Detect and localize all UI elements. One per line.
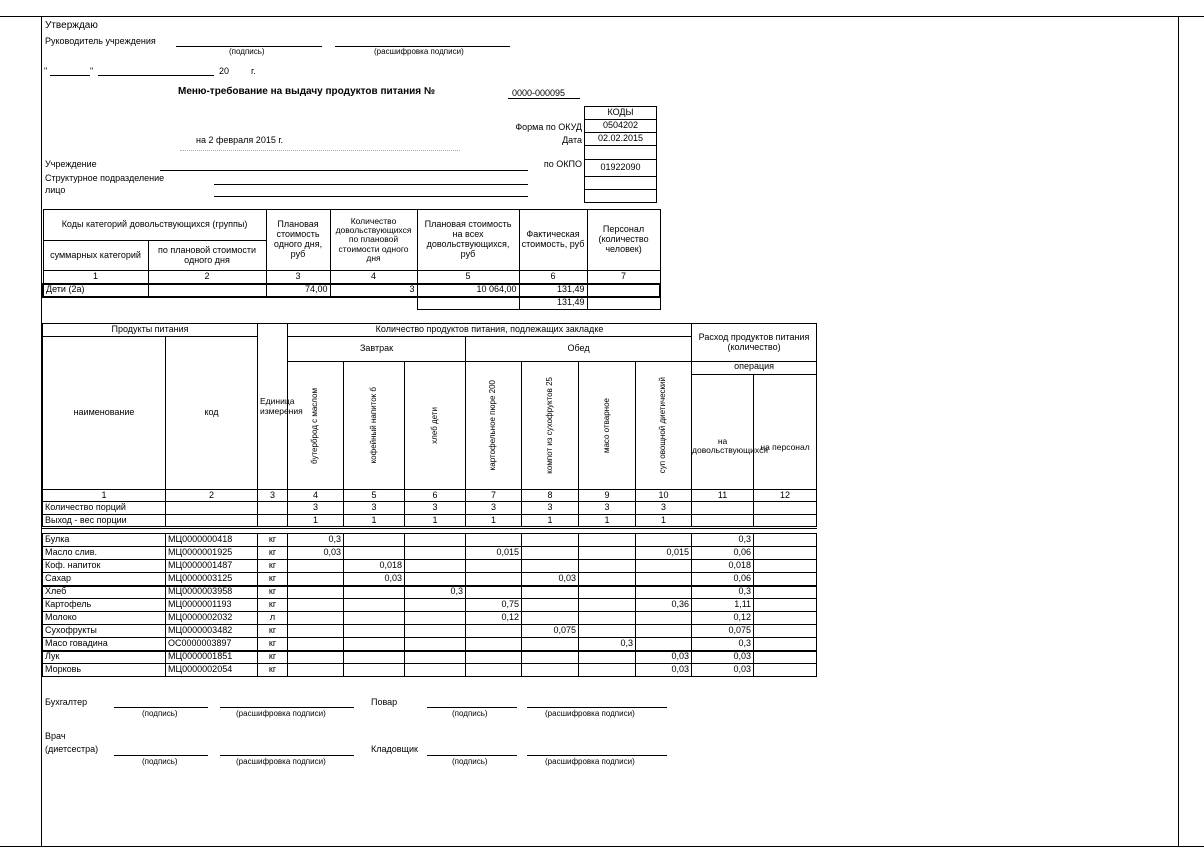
product-name: Хлеб [43,586,166,599]
product-qty: 0,018 [344,560,405,573]
product-row [43,534,817,547]
cook-sign-line[interactable] [427,707,517,708]
portions-value: 3 [288,502,344,515]
dish-label: картофельное пюре 200 [488,380,498,471]
product-qty [288,599,344,612]
h-operation: операция [692,362,816,375]
column-number: 6 [405,490,466,502]
summary-h-sum-cat: суммарных категорий [43,241,148,271]
product-code: МЦ0000002054 [166,664,258,677]
summary-total-blank [417,297,519,310]
column-number: 11 [692,490,754,502]
h-qty: Количество продуктов питания, подлежащих закладке [288,324,692,337]
doc-date-dotted [180,150,460,151]
product-qty [405,534,466,547]
doc-number-line [508,98,580,99]
product-qty [522,664,579,677]
h-lunch: Обед [466,337,692,362]
product-qty [636,612,692,625]
product-total-staff [754,651,817,664]
h-consumption: Расход продуктов питания (количество) [692,324,817,362]
doc-date-line: на 2 февраля 2015 г. [196,135,284,145]
dish-header [636,362,692,490]
product-qty [344,599,405,612]
storekeeper-decode-line[interactable] [527,755,667,756]
column-number: 9 [579,490,636,502]
yield-label: Выход - вес порции [43,515,166,528]
subdivision-label: Структурное подразделение [45,173,165,183]
product-total-members: 0,3 [692,586,754,599]
product-unit: кг [258,599,288,612]
product-total-members: 0,03 [692,651,754,664]
institution-label: Учреждение [45,159,97,169]
product-name: Коф. напиток [43,560,166,573]
product-qty [522,560,579,573]
yield-value: 1 [579,515,636,528]
product-qty [288,664,344,677]
product-total-members: 0,075 [692,625,754,638]
cook-label: Повар [371,697,398,707]
product-qty [288,586,344,599]
product-code: МЦ0000001193 [166,599,258,612]
doctor-decode-caption: (расшифровка подписи) [236,757,326,766]
summary-num: 4 [330,271,417,284]
product-qty: 0,015 [466,547,522,560]
product-qty [579,560,636,573]
summary-num: 7 [587,271,660,284]
product-unit: кг [258,534,288,547]
product-qty [466,573,522,586]
h-name: наименование [43,337,166,490]
okpo-value: 01922090 [585,160,657,177]
product-qty: 0,12 [466,612,522,625]
product-qty [405,560,466,573]
product-code: МЦ0000000418 [166,534,258,547]
product-qty [636,573,692,586]
product-total-members: 0,12 [692,612,754,625]
column-number: 8 [522,490,579,502]
h-for-staff: на персонал [760,442,810,452]
product-qty: 0,3 [579,638,636,651]
person-line[interactable] [214,196,528,197]
product-name: Морковь [43,664,166,677]
product-total-staff [754,638,817,651]
dish-header [579,362,636,490]
product-total-staff [754,625,817,638]
yield-value: 1 [288,515,344,528]
summary-total-staff [587,297,660,310]
product-qty: 0,03 [636,651,692,664]
summary-by-plan-value [148,284,266,297]
summary-cat: Дети (2а) [43,284,148,297]
portions-staff [754,502,817,515]
product-code: МЦ0000001925 [166,547,258,560]
portions-value: 3 [344,502,405,515]
product-qty [579,664,636,677]
person-label: лицо [45,185,66,195]
product-total-members: 0,03 [692,664,754,677]
product-qty [344,625,405,638]
summary-num: 6 [519,271,587,284]
product-total-staff [754,547,817,560]
product-qty [405,664,466,677]
column-number: 7 [466,490,522,502]
page-bottom-border [0,846,1204,847]
product-name: Лук [43,651,166,664]
product-row [43,560,817,573]
summary-table [42,209,661,310]
product-row [43,586,817,599]
product-qty [405,612,466,625]
product-name: Сахар [43,573,166,586]
product-qty [344,638,405,651]
product-qty [522,547,579,560]
yield-members [692,515,754,528]
approve-title: Утверждаю [45,20,98,31]
codes-empty-3 [585,190,657,203]
product-code: МЦ0000001851 [166,651,258,664]
portions-value: 3 [579,502,636,515]
product-qty: 0,03 [636,664,692,677]
product-row [43,599,817,612]
head-sign-caption: (подпись) [229,47,265,56]
dish-label: хлеб дети [429,407,439,444]
product-row [43,573,817,586]
product-unit: кг [258,664,288,677]
product-qty: 0,03 [522,573,579,586]
product-row [43,547,817,560]
accountant-label: Бухгалтер [45,697,88,707]
product-name: Булка [43,534,166,547]
product-total-staff [754,573,817,586]
product-qty [579,612,636,625]
product-qty [636,638,692,651]
institution-line[interactable] [160,170,528,171]
head-label: Руководитель учреждения [45,36,156,46]
product-rows [43,534,817,677]
product-qty [344,534,405,547]
portions-code [166,502,258,515]
column-number: 10 [636,490,692,502]
summary-h-qty: Количество довольствующихся по плановой стоимости одного дня [330,210,417,271]
yield-value: 1 [636,515,692,528]
summary-h-staff: Персонал (количество человек) [587,210,660,271]
product-qty [405,599,466,612]
product-qty [466,651,522,664]
cook-decode-line[interactable] [527,707,667,708]
product-total-staff [754,586,817,599]
portions-row [43,502,817,515]
cook-decode-caption: (расшифровка подписи) [545,709,635,718]
summary-total-row [43,297,660,310]
product-qty [579,573,636,586]
summary-total-fact: 131,49 [519,297,587,310]
summary-fact: 131,49 [519,284,587,297]
h-code: код [166,337,258,490]
summary-h-fact: Фактическая стоимость, руб [519,210,587,271]
product-unit: кг [258,586,288,599]
summary-num: 2 [148,271,266,284]
product-qty [522,586,579,599]
dish-label: масо отварное [601,397,611,454]
product-name: Картофель [43,599,166,612]
head-decode-caption: (расшифровка подписи) [374,47,464,56]
storekeeper-sign-caption: (подпись) [452,757,488,766]
product-unit: кг [258,625,288,638]
product-total-members: 0,06 [692,547,754,560]
product-code: МЦ0000003482 [166,625,258,638]
column-number: 12 [754,490,817,502]
accountant-decode-line[interactable] [220,707,354,708]
product-qty [522,599,579,612]
product-qty [405,573,466,586]
product-qty: 0,075 [522,625,579,638]
product-unit: кг [258,573,288,586]
product-name: Масо говадина [43,638,166,651]
product-qty [344,586,405,599]
page-right-border [1178,16,1179,846]
product-qty: 0,36 [636,599,692,612]
product-qty [466,638,522,651]
product-qty [466,560,522,573]
h-breakfast: Завтрак [288,337,466,362]
okud-label: Форма по ОКУД [515,122,582,132]
product-qty [579,625,636,638]
product-qty [636,534,692,547]
storekeeper-sign-line[interactable] [427,755,517,756]
product-name: Масло слив. [43,547,166,560]
yield-unit [258,515,288,528]
yield-value: 1 [344,515,405,528]
dish-header [344,362,405,490]
dish-label: суп овощной диетический [658,377,668,474]
portions-members [692,502,754,515]
product-qty [522,638,579,651]
summary-num: 3 [266,271,330,284]
portions-value: 3 [522,502,579,515]
product-total-staff [754,664,817,677]
column-number: 2 [166,490,258,502]
product-qty [579,547,636,560]
codes-table [584,106,657,203]
product-unit: л [258,612,288,625]
product-qty [288,560,344,573]
product-qty [405,547,466,560]
product-qty [522,612,579,625]
storekeeper-decode-caption: (расшифровка подписи) [545,757,635,766]
product-name: Сухофрукты [43,625,166,638]
product-qty [288,651,344,664]
summary-h-plan-all: Плановая стоимость на всех довольствующихся, руб [417,210,519,271]
codes-header: КОДЫ [585,107,657,120]
portions-unit [258,502,288,515]
product-qty [288,625,344,638]
product-qty [636,560,692,573]
product-row [43,651,817,664]
product-qty: 0,75 [466,599,522,612]
page-top-border [0,16,1204,17]
product-code: МЦ0000002032 [166,612,258,625]
dish-header [405,362,466,490]
product-qty: 0,3 [288,534,344,547]
h-unit: Единица измерения [258,324,288,490]
product-qty [466,625,522,638]
approve-day-line[interactable] [50,75,90,76]
portions-value: 3 [466,502,522,515]
product-qty [288,573,344,586]
accountant-sign-caption: (подпись) [142,709,178,718]
product-row [43,625,817,638]
dish-label: компот из сухофруктов 25 [544,377,554,474]
summary-num: 1 [43,271,148,284]
column-number: 4 [288,490,344,502]
product-total-staff [754,612,817,625]
approve-year-suffix: г. [251,66,256,76]
product-code: МЦ0000003958 [166,586,258,599]
summary-qty: 3 [330,284,417,297]
summary-num: 5 [417,271,519,284]
doctor-sign-line[interactable] [114,755,208,756]
product-qty [522,534,579,547]
product-total-members: 0,3 [692,534,754,547]
product-code: ОС0000003897 [166,638,258,651]
dish-label: бутерброд с маслом [310,387,320,464]
column-number: 1 [43,490,166,502]
product-total-members: 0,3 [692,638,754,651]
dish-header [522,362,579,490]
yield-code [166,515,258,528]
product-row [43,664,817,677]
doc-number: 0000-000095 [512,88,566,98]
summary-h-by-plan: по плановой стоимости одного дня [148,241,266,271]
codes-empty-1 [585,146,657,160]
product-qty [466,586,522,599]
date-value: 02.02.2015 [585,133,657,146]
product-total-staff [754,560,817,573]
product-qty [579,599,636,612]
yield-value: 1 [522,515,579,528]
summary-num-row [43,271,660,284]
h-products: Продукты питания [43,324,258,337]
product-qty [636,586,692,599]
h-operation-cell [692,362,817,490]
product-unit: кг [258,547,288,560]
product-name: Молоко [43,612,166,625]
product-qty [579,534,636,547]
summary-plan-one: 74,00 [266,284,330,297]
product-qty [466,534,522,547]
yield-row [43,515,817,528]
product-total-members: 0,018 [692,560,754,573]
dish-header [288,362,344,490]
doc-title: Меню-требование на выдачу продуктов питания № [178,86,436,97]
product-qty: 0,015 [636,547,692,560]
product-qty [344,612,405,625]
product-qty [579,586,636,599]
product-qty [405,638,466,651]
product-total-members: 0,06 [692,573,754,586]
product-code: МЦ0000003125 [166,573,258,586]
product-total-staff [754,599,817,612]
doctor-label: Врач [45,731,66,741]
product-unit: кг [258,638,288,651]
product-qty [405,651,466,664]
product-code: МЦ0000001487 [166,560,258,573]
quote-open: " [44,66,48,76]
portions-value: 3 [636,502,692,515]
okud-value: 0504202 [585,120,657,133]
approve-year-prefix: 20 [219,66,230,76]
portions-label: Количество порций [43,502,166,515]
doctor-decode-line[interactable] [220,755,354,756]
product-qty [466,664,522,677]
product-qty [288,638,344,651]
summary-data-row [43,284,660,297]
summary-h-plan-one: Плановая стоимость одного дня, руб [266,210,330,271]
column-number: 3 [258,490,288,502]
product-qty [579,651,636,664]
product-qty: 0,03 [344,573,405,586]
product-qty [344,664,405,677]
product-qty [636,625,692,638]
accountant-decode-caption: (расшифровка подписи) [236,709,326,718]
storekeeper-label: Кладовщик [371,744,418,754]
dish-label: кофейный напиток б [368,387,378,464]
column-number: 5 [344,490,405,502]
codes-empty-2 [585,177,657,190]
quote-close: " [90,66,94,76]
doctor-sign-caption: (подпись) [142,757,178,766]
portions-value: 3 [405,502,466,515]
okpo-label: по ОКПО [543,159,582,169]
yield-staff [754,515,817,528]
subdivision-line[interactable] [214,184,528,185]
product-total-staff [754,534,817,547]
product-qty [405,625,466,638]
accountant-sign-line[interactable] [114,707,208,708]
products-table [42,323,817,677]
cook-sign-caption: (подпись) [452,709,488,718]
product-qty [344,651,405,664]
product-qty: 0,03 [288,547,344,560]
summary-h-codes: Коды категорий довольствующихся (группы) [43,210,266,241]
summary-staff [587,284,660,297]
dish-header [466,362,522,490]
yield-value: 1 [466,515,522,528]
doctor-sub-label: (диетсестра) [45,744,99,754]
date-label: Дата [562,135,582,145]
yield-value: 1 [405,515,466,528]
product-total-members: 1,11 [692,599,754,612]
product-qty [288,612,344,625]
product-qty [344,547,405,560]
approve-month-line[interactable] [98,75,214,76]
product-unit: кг [258,560,288,573]
product-unit: кг [258,651,288,664]
product-row [43,612,817,625]
h-for-members: на довольствующихся [692,375,754,489]
product-qty [522,651,579,664]
products-num-row [43,490,817,502]
summary-plan-all: 10 064,00 [417,284,519,297]
product-row [43,638,817,651]
product-qty: 0,3 [405,586,466,599]
